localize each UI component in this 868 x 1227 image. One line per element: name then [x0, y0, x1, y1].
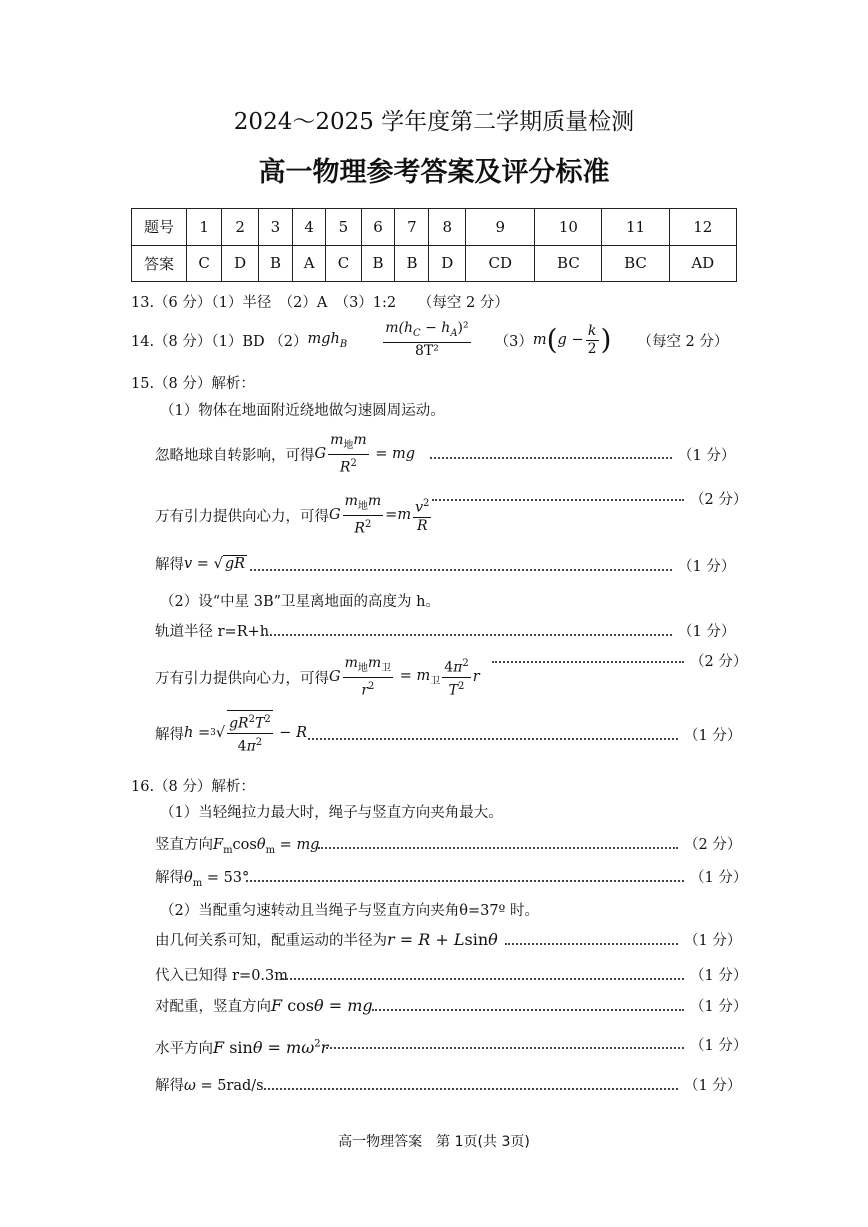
score: （1 分） [684, 1078, 742, 1094]
score: （1 分） [678, 624, 736, 640]
q15-part1: （1）物体在地面附近绕地做匀速圆周运动。 [160, 403, 445, 419]
dotted-leader [308, 738, 678, 740]
question-number-row [132, 209, 737, 246]
table-cell: CD [466, 245, 535, 282]
table-cell: AD [669, 245, 736, 282]
table-cell: A [292, 245, 325, 282]
score: （2 分） [684, 837, 742, 853]
score: （2 分） [690, 492, 748, 508]
q14-note: （每空 2 分） [637, 333, 729, 350]
q14-part3-label: （3） [494, 333, 533, 350]
q16-line4: 代入已知得 r=0.3m [155, 968, 288, 984]
table-cell: C [187, 245, 222, 282]
dotted-leader [432, 499, 684, 501]
table-cell: B [361, 245, 395, 282]
table-cell: 6 [361, 209, 395, 246]
table-cell: 9 [466, 209, 535, 246]
q14-fraction: $\frac{m(h_C - h_A)^2}{\text{8T²}}$ [385, 320, 469, 359]
score: （1 分） [684, 728, 742, 744]
q13-answer: 13.（6 分）（1）半径 （2）A （3）1:2 （每空 2 分） [131, 295, 509, 311]
table-cell: 7 [395, 209, 429, 246]
exam-title: 2024～2025 学年度第二学期质量检测 [233, 109, 635, 135]
q15-line4: 轨道半径 r=R+h [155, 624, 270, 640]
answer-row [132, 245, 737, 282]
q16-part1: （1）当轻绳拉力最大时，绳子与竖直方向夹角最大。 [160, 805, 503, 821]
dotted-leader [262, 634, 672, 636]
dotted-leader [492, 661, 684, 663]
dotted-leader [326, 1047, 684, 1049]
q15-line6: 解得 h = 3 √ $\frac{gR^2T^2}{4\pi^2}$ − R [155, 712, 307, 754]
row-label: 题号 [132, 209, 187, 246]
q14-answer [131, 318, 728, 362]
score: （1 分） [690, 1038, 748, 1054]
q16-line5: 对配重，竖直方向F cosθ = mg [155, 996, 373, 1015]
table-cell: B [395, 245, 429, 282]
q15-line1: 忽略地球自转影响，可得 G $\frac{m_地m}{R^2}$ = mg [155, 431, 416, 476]
q16-line6: 水平方向F $\sin\theta = m\omega^2r$ [155, 1038, 329, 1057]
table-cell: 10 [535, 209, 602, 246]
table-cell: 1 [187, 209, 222, 246]
dotted-leader [372, 1009, 684, 1011]
q16-line2: 解得$\theta_m = 53^\circ$ [155, 870, 250, 889]
q16-line3: 由几何关系可知，配重运动的半径为r = R + Lsinθ [155, 930, 498, 949]
table-cell: C [326, 245, 361, 282]
table-cell: B [258, 245, 292, 282]
dotted-leader [318, 847, 678, 849]
dotted-leader [505, 943, 678, 945]
document-title: 高一物理参考答案及评分标准 [258, 157, 610, 188]
score: （1 分） [678, 448, 736, 464]
score: （1 分） [690, 968, 748, 984]
table-cell: 8 [429, 209, 466, 246]
q14-prefix: 14.（8 分）（1）BD （2） [131, 333, 308, 350]
page-footer: 高一物理答案 第 1页(共 3页) [338, 1134, 530, 1150]
row-label: 答案 [132, 245, 187, 282]
dotted-leader [264, 1088, 678, 1090]
score: （2 分） [690, 654, 748, 670]
score: （1 分） [690, 999, 748, 1015]
q16-part2: （2）当配重匀速转动且当绳子与竖直方向夹角θ=37º 时。 [160, 903, 539, 919]
q16-line1: 竖直方向$F_m\cos\theta_m$ = mg [155, 837, 320, 856]
table-cell: 3 [258, 209, 292, 246]
answer-table [131, 208, 737, 282]
score: （1 分） [690, 870, 748, 886]
q15-part2: （2）设“中星 3B”卫星离地面的高度为 h。 [160, 594, 440, 610]
q15-line2: 万有引力提供向心力，可得 G $\frac{m_地m}{R^2}$ =m $\frac{v^2}{R}$ [155, 492, 430, 537]
q15-line3: 解得 v = √ gR [155, 555, 246, 573]
table-cell: BC [602, 245, 669, 282]
table-cell: 5 [326, 209, 361, 246]
score: （1 分） [678, 559, 736, 575]
q16-heading: 16.（8 分）解析： [131, 779, 255, 795]
table-cell: D [222, 245, 259, 282]
table-cell: BC [535, 245, 602, 282]
q15-heading: 15.（8 分）解析： [131, 376, 255, 392]
table-cell: D [429, 245, 466, 282]
q14-ans2: mgh$_B$ [307, 330, 348, 350]
dotted-leader [250, 569, 672, 571]
table-cell: 4 [292, 209, 325, 246]
table-cell: 12 [669, 209, 736, 246]
q16-line7: 解得ω = 5rad/s [155, 1078, 264, 1094]
dotted-leader [282, 978, 684, 980]
q15-line5: 万有引力提供向心力，可得 G $\frac{m_地m_卫}{r^2}$ = $m_卫$ $\frac{4\pi^2}{T^2}$ r [155, 654, 480, 699]
dotted-leader [430, 457, 672, 459]
table-cell: 2 [222, 209, 259, 246]
dotted-leader [246, 880, 684, 882]
table-cell: 11 [602, 209, 669, 246]
q14-ans3: m ( g − $\frac{k}{2}$ ) [532, 322, 612, 357]
score: （1 分） [684, 933, 742, 949]
